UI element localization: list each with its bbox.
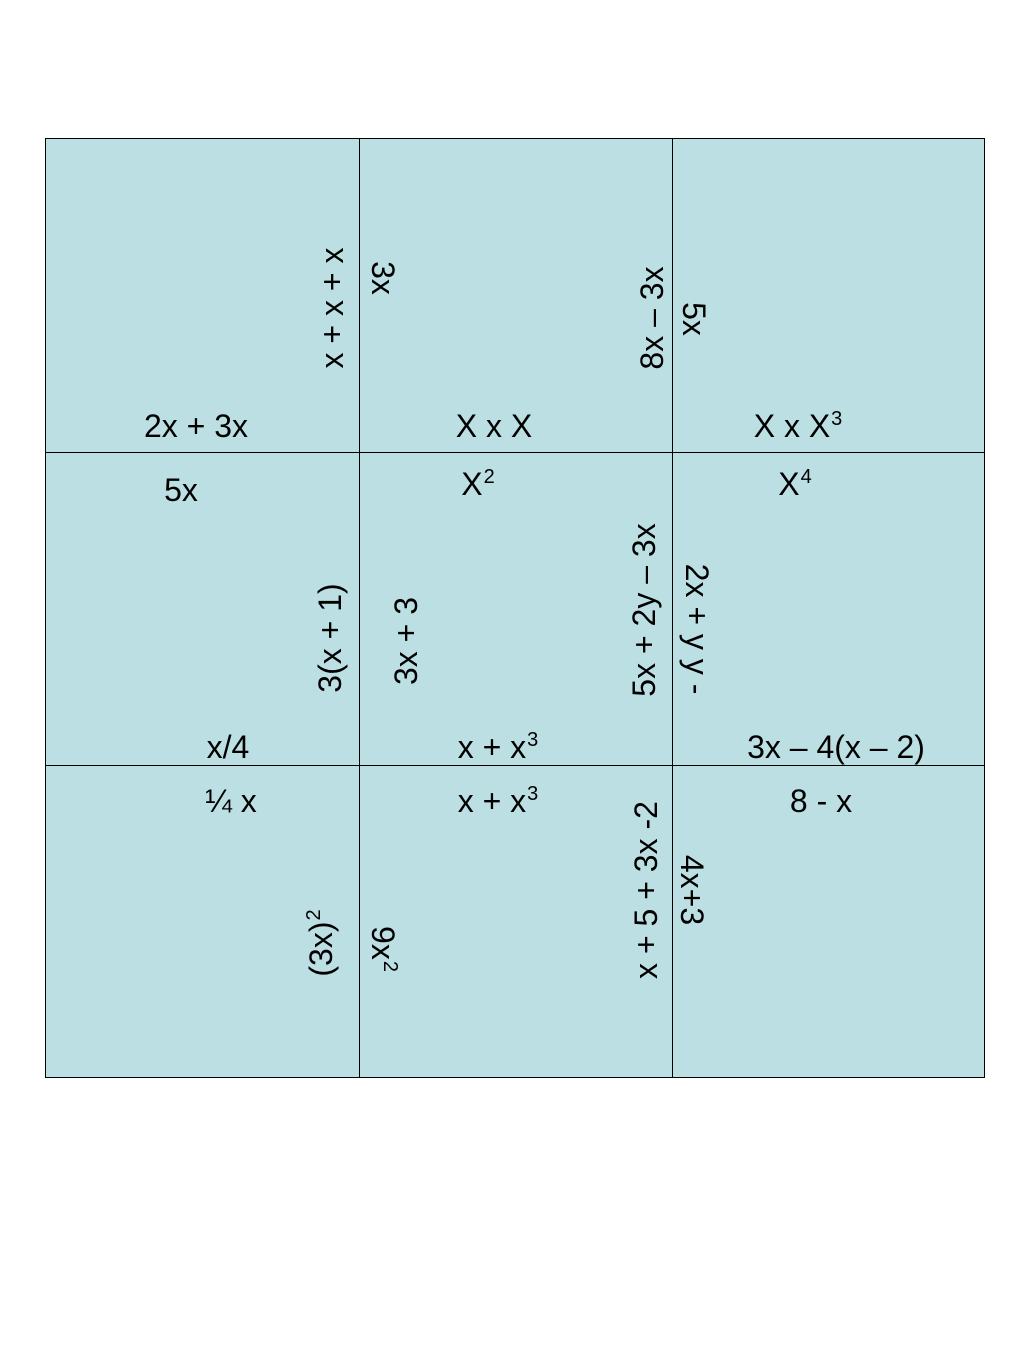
tile-label-r2c2-bottom [458, 731, 539, 763]
tile-label-r2c3-bottom: 3x – 4(x – 2) [747, 729, 925, 765]
tile-label-r3c3-top: 8 - x [789, 783, 853, 819]
tile-label-r2c3-top-exponent: 4 [800, 466, 812, 488]
grid-divider-horizontal-2 [46, 765, 984, 766]
edge-label-r3-v2-right: 4x+3 [674, 854, 710, 926]
edge-label-r3-v1-left [305, 909, 337, 976]
tile-label-r1c1-bottom: 2x + 3x [143, 408, 249, 444]
edge-label-r3-v1-right-base: 9x [365, 926, 401, 960]
tile-label-r1c3-bottom [754, 410, 843, 442]
tile-label-r2c1-bottom: x/4 [206, 729, 250, 765]
tile-label-r3c2-top-base: x + x [457, 783, 527, 819]
tile-label-r2c2-top-exponent: 2 [483, 466, 495, 488]
edge-label-r2-v1-left: 3(x + 1) [312, 583, 348, 693]
tile-label-r3c2-top-exponent: 3 [527, 783, 539, 805]
edge-label-r2-v2-right: 2x + y y - [679, 563, 715, 695]
tile-label-r1c3-bottom-exponent: 3 [831, 408, 843, 430]
tile-label-r2c2-bottom-exponent: 3 [527, 729, 539, 751]
edge-label-r3-v1-left-exponent: 2 [303, 909, 325, 921]
tile-label-r1c3-bottom-base: X x X [753, 408, 831, 444]
tile-label-r3c1-top: ¼ x [205, 783, 257, 819]
edge-label-r3-v1-right [367, 926, 399, 972]
edge-label-r1-v2-left: 8x – 3x [634, 266, 670, 370]
puzzle-grid [45, 138, 985, 1078]
grid-divider-vertical-1 [359, 139, 360, 1077]
tile-label-r2c1-top: 5x [164, 472, 198, 508]
edge-label-r1-v2-right: 5x [676, 302, 712, 336]
edge-label-r1-v1-right: 3x [365, 261, 401, 295]
edge-label-r3-v1-left-base: (3x) [303, 921, 339, 977]
tile-label-r3c2-top [458, 785, 539, 817]
tile-label-r2c3-top [778, 468, 811, 500]
grid-divider-horizontal-1 [46, 452, 984, 453]
tile-label-r2c2-top [461, 468, 494, 500]
edge-label-r2-v1-right: 3x + 3 [388, 596, 424, 686]
grid-divider-vertical-2 [672, 139, 673, 1077]
tile-label-r2c2-top-base: X [461, 466, 483, 502]
edge-label-r3-v1-right-exponent: 2 [379, 960, 401, 972]
edge-label-r2-v2-left: 5x + 2y – 3x [626, 523, 662, 697]
tile-label-r2c2-bottom-base: x + x [457, 729, 527, 765]
tile-label-r1c2-bottom: X x X [455, 408, 533, 444]
edge-label-r1-v1-left: x + x + x [314, 247, 350, 369]
edge-label-r3-v2-left: x + 5 + 3x -2 [628, 801, 664, 979]
tile-label-r2c3-top-base: X [778, 466, 800, 502]
